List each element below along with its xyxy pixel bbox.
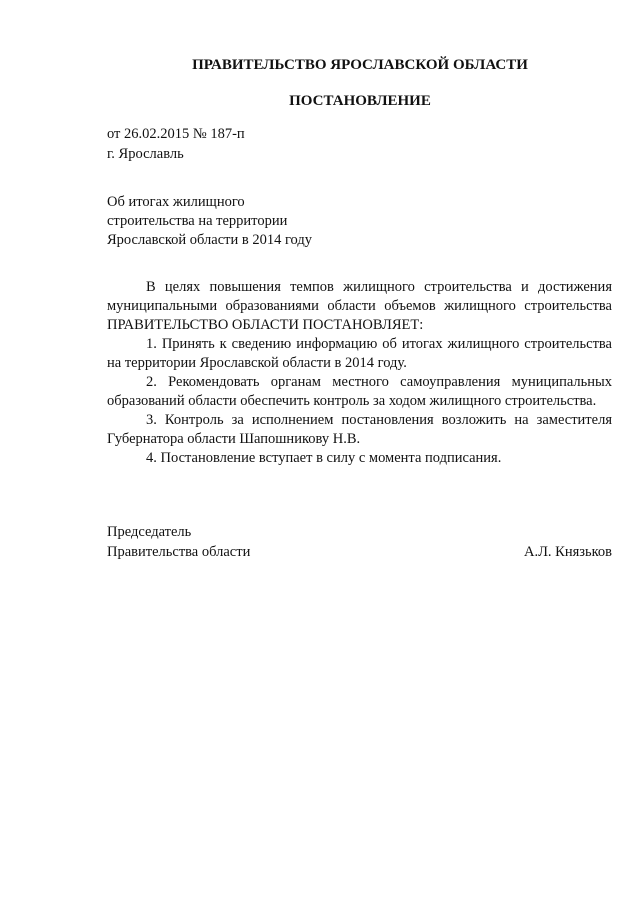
item-1: 1. Принять к сведению информацию об итогах жилищного строительства на территории Ярославской области в 2014 году. [107,336,612,371]
document-type: ПОСТАНОВЛЕНИЕ [289,93,431,109]
item-3: 3. Контроль за исполнением постановления возложить на заместителя Губернатора области Шапошникову Н.В. [107,412,612,447]
document-subject [107,193,312,250]
signer-title-line: Правительства области [107,544,251,560]
signature-block [107,522,612,562]
signer-title-line: Председатель [107,524,192,540]
decree-phrase: ПРАВИТЕЛЬСТВО ОБЛАСТИ ПОСТАНОВЛЯЕТ: [107,317,424,333]
date-number: от 26.02.2015 № 187-п [107,126,245,142]
intro-paragraph [107,278,612,335]
document-body [107,278,612,468]
government-title: ПРАВИТЕЛЬСТВО ЯРОСЛАВСКОЙ ОБЛАСТИ [192,57,528,73]
signer-name: А.Л. Князьков [523,544,612,560]
item-2: 2. Рекомендовать органам местного самоуправления муниципальных образований области обеспечить контроль за ходом жилищного строительства. [107,374,612,409]
city: г. Ярославль [107,146,184,162]
signature-row [107,542,612,562]
subject-line: строительства на территории [107,213,288,229]
intro-text: В целях повышения темпов жилищного строительства и достижения муниципальными образованиями области объемов жилищного строительства [107,279,612,314]
item-4: 4. Постановление вступает в силу с момента подписания. [146,450,502,466]
subject-line: Об итогах жилищного [107,194,245,210]
document-meta [107,124,245,164]
subject-line: Ярославской области в 2014 году [107,232,313,248]
